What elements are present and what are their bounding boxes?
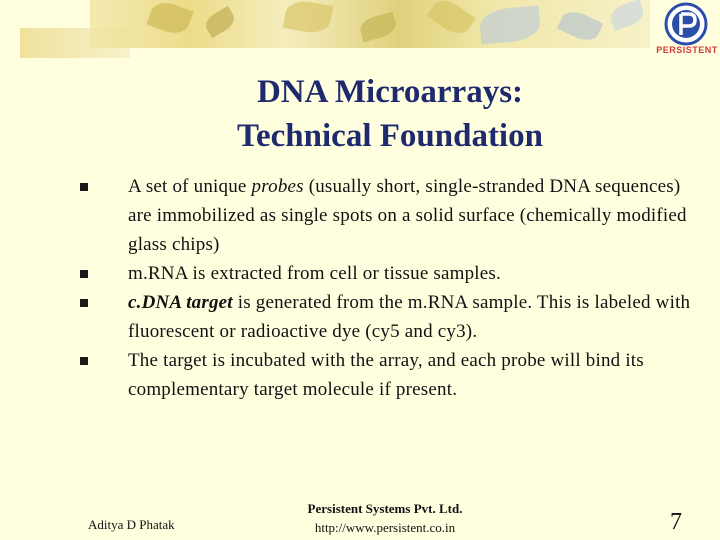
bullet-text xyxy=(128,259,700,288)
persistent-logo-icon xyxy=(652,2,720,48)
persistent-logo xyxy=(652,2,720,68)
bullet-text-segment: The target is incubated with the array, and each probe will bind its complementary target molecule if present. xyxy=(128,350,644,400)
bullet-text-segment: A set of unique xyxy=(128,176,252,197)
title-line-1: DNA Microarrays: xyxy=(256,74,524,110)
bullet-text-segment: is generated from the m.RNA sample. This is labeled with fluorescent or radioactive dye (cy5 and cy3). xyxy=(128,292,691,342)
bullet-item xyxy=(80,346,700,404)
bullet-list xyxy=(80,172,700,404)
footer-company-block xyxy=(285,499,485,537)
bullet-text xyxy=(128,172,700,259)
footer-url[interactable]: http://www.persistent.co.in xyxy=(314,520,456,535)
logo-text: PERSISTENT xyxy=(656,45,718,55)
bullet-item xyxy=(80,288,700,346)
bullet-text xyxy=(128,288,700,346)
bullet-text xyxy=(128,346,700,404)
bullet-marker-icon xyxy=(80,357,88,365)
footer-author: Aditya D Phatak xyxy=(88,517,175,532)
page-number: 7 xyxy=(670,509,682,535)
bullet-text-segment: probes xyxy=(251,176,304,197)
bullet-marker-icon xyxy=(80,270,88,278)
bullet-item xyxy=(80,259,700,288)
header-banner xyxy=(0,0,720,75)
bullet-text-segment: m.RNA is extracted from cell or tissue samples. xyxy=(128,263,501,284)
slide-title xyxy=(130,70,650,158)
footer-company: Persistent Systems Pvt. Ltd. xyxy=(307,501,463,516)
bullet-marker-icon xyxy=(80,299,88,307)
title-line-2: Technical Foundation xyxy=(237,118,543,154)
bullet-item xyxy=(80,172,700,259)
bullet-marker-icon xyxy=(80,183,88,191)
bullet-text-segment: c.DNA target xyxy=(128,292,233,313)
bullet-text-segment: (usually short, single-stranded DNA sequences) are immobilized as single spots on a solid surface (chemically modified glass chips) xyxy=(128,176,687,255)
